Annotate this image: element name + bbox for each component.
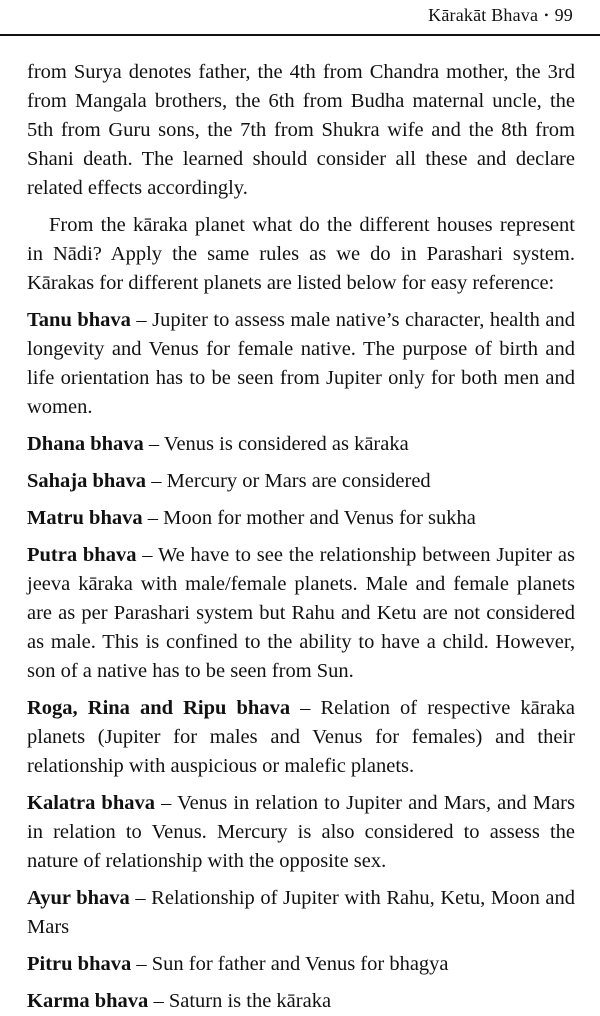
entry-tanu-bhava	[27, 306, 575, 422]
entry-text: – Venus in relation to Jupiter and Mars, and Mars in relation to Venus. Mercury is also considered to assess the nature of relationship with the opposite sex.	[27, 792, 575, 872]
entry-term: Putra bhava	[27, 544, 137, 566]
entry-term: Pitru bhava	[27, 953, 132, 975]
entry-dhana-bhava	[27, 430, 575, 459]
entry-kalatra-bhava	[27, 789, 575, 876]
entry-term: Ayur bhava	[27, 887, 130, 909]
entry-text: – Jupiter to assess male native’s character, health and longevity and Venus for female native. The purpose of birth and life orientation has to be seen from Jupiter only for both men and women.	[27, 309, 575, 418]
entry-term: Sahaja bhava	[27, 470, 147, 492]
header-rule	[0, 34, 600, 36]
paragraph-intro: From the kāraka planet what do the different houses represent in Nādi? Apply the same rules as we do in Parashari system. Kārakas for different planets are listed below for easy reference:	[27, 214, 575, 294]
entry-text: – Saturn is the kāraka	[148, 990, 332, 1012]
entry-text: – Relation of respective kāraka planets (Jupiter for males and Venus for females) and their relationship with auspicious or malefic planets.	[27, 697, 575, 777]
running-title: Kārakāt Bhava	[428, 5, 539, 25]
entry-text: – Sun for father and Venus for bhagya	[131, 953, 449, 975]
entry-term: Roga, Rina and Ripu bhava	[27, 697, 291, 719]
entry-matru-bhava	[27, 504, 575, 533]
page-number: 99	[554, 5, 573, 25]
paragraph-continuation: from Surya denotes father, the 4th from Chandra mother, the 3rd from Mangala brothers, the 6th from Budha maternal uncle, the 5th from Guru sons, the 7th from Shukra wife and the 8th from Shani death. The learned should consider all these and declare related effects accordingly.	[27, 61, 575, 199]
entry-term: Tanu bhava	[27, 309, 131, 331]
entry-sahaja-bhava	[27, 467, 575, 496]
entry-text: – Mercury or Mars are considered	[146, 470, 431, 492]
entry-putra-bhava	[27, 541, 575, 686]
entry-ayur-bhava	[27, 884, 575, 942]
entry-text: – Venus is considered as kāraka	[143, 433, 409, 455]
entry-text: – Moon for mother and Venus for sukha	[142, 507, 476, 529]
entry-karma-bhava	[27, 987, 575, 1016]
entry-roga-rina-ripu-bhava	[27, 694, 575, 781]
entry-text: – Relationship of Jupiter with Rahu, Ketu, Moon and Mars	[27, 887, 575, 938]
header-separator: •	[544, 8, 549, 22]
entry-text: – We have to see the relationship between Jupiter as jeeva kāraka with male/female planets. Male and female planets are as per Parashari system but Rahu and Ketu are not considered as male. This is confined to the ability to have a child. However, son of a native has to be seen from Sun.	[27, 544, 575, 682]
page-body	[27, 58, 575, 1016]
running-header	[428, 5, 573, 26]
entry-pitru-bhava	[27, 950, 575, 979]
entry-term: Matru bhava	[27, 507, 143, 529]
entry-term: Karma bhava	[27, 990, 149, 1012]
entry-term: Kalatra bhava	[27, 792, 155, 814]
entry-term: Dhana bhava	[27, 433, 144, 455]
